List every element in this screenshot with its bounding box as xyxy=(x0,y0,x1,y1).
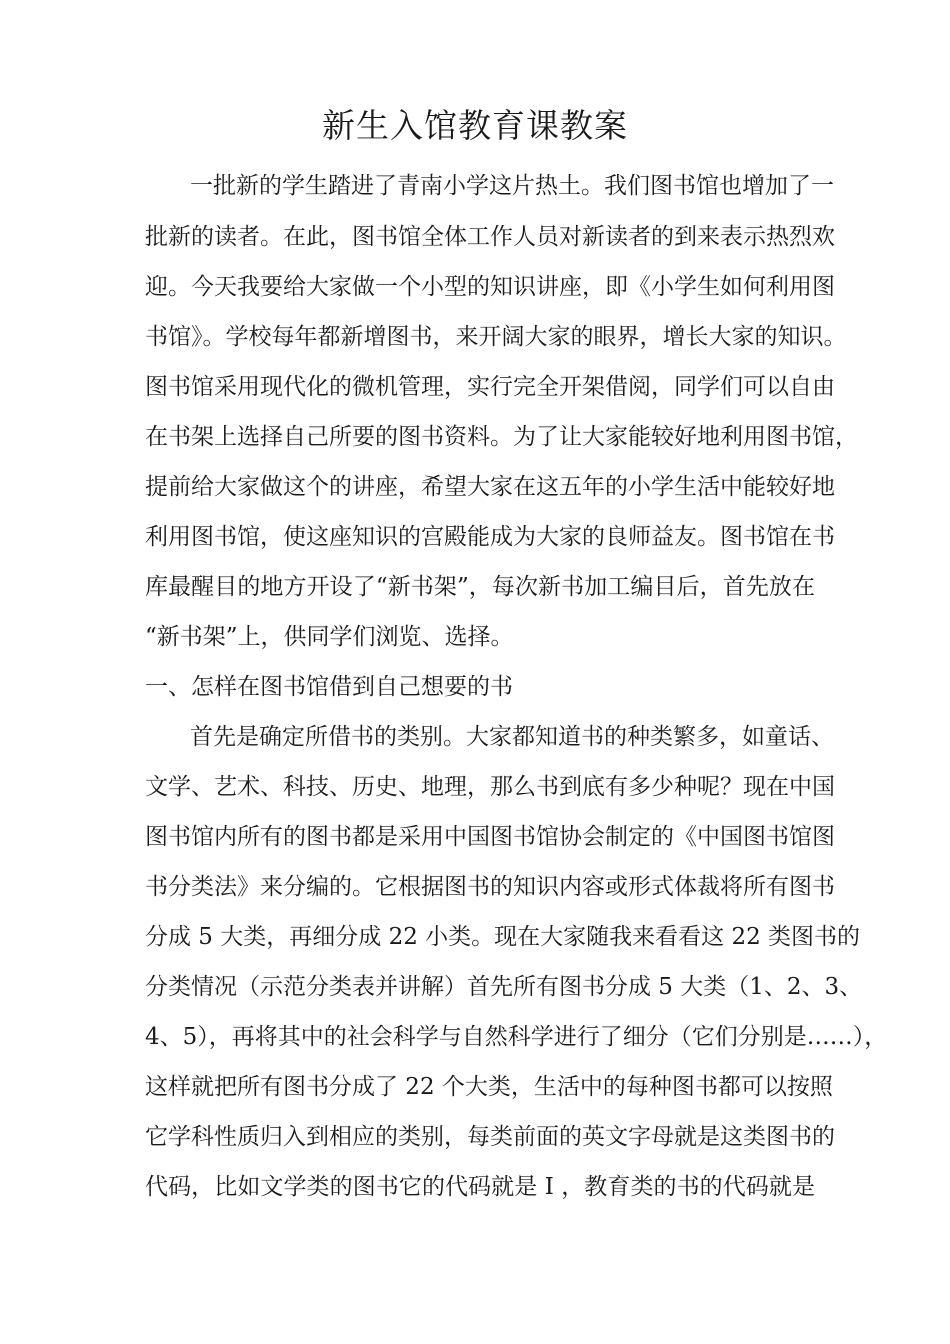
paragraph-line: 书馆》。学校每年都新增图书，来开阔大家的眼界，增长大家的知识。 xyxy=(145,324,847,350)
paragraph-line: 提前给大家做这个的讲座，希望大家在这五年的小学生活中能较好地 xyxy=(145,474,835,500)
document-title: 新生入馆教育课教案 xyxy=(322,106,628,145)
paragraph-line: 这样就把所有图书分成了 22 个大类，生活中的每种图书都可以按照 xyxy=(145,1074,833,1100)
paragraph-line: 利用图书馆，使这座知识的宫殿能成为大家的良师益友。图书馆在书 xyxy=(145,524,835,550)
section-heading: 一、怎样在图书馆借到自己想要的书 xyxy=(145,674,513,700)
paragraph-line: “新书架”上，供同学们浏览、选择。 xyxy=(145,624,514,650)
paragraph-line: 批新的读者。在此，图书馆全体工作人员对新读者的到来表示热烈欢 xyxy=(145,224,835,250)
paragraph-line: 分成 5 大类，再细分成 22 小类。现在大家随我来看看这 22 类图书的 xyxy=(145,924,861,950)
paragraph-line: 分类情况（示范分类表并讲解）首先所有图书分成 5 大类（1、2、3、 xyxy=(145,974,863,1000)
paragraph-line: 图书馆采用现代化的微机管理，实行完全开架借阅，同学们可以自由 xyxy=(145,374,835,400)
paragraph-line: 4、5），再将其中的社会科学与自然科学进行了细分（它们分别是……）， xyxy=(145,1024,888,1050)
paragraph-line: 文学、艺术、科技、历史、地理，那么书到底有多少种呢？现在中国 xyxy=(145,774,835,800)
paragraph-line: 书分类法》来分编的。它根据图书的知识内容或形式体裁将所有图书 xyxy=(145,874,835,900)
paragraph-line: 在书架上选择自己所要的图书资料。为了让大家能较好地利用图书馆， xyxy=(145,424,858,450)
paragraph-line: 代码，比如文学类的图书它的代码就是 I ，教育类的书的代码就是 xyxy=(145,1174,815,1200)
paragraph-line: 库最醒目的地方开设了“新书架”，每次新书加工编目后，首先放在 xyxy=(145,574,815,600)
paragraph-line: 首先是确定所借书的类别。大家都知道书的种类繁多，如童话、 xyxy=(190,724,834,750)
paragraph-line: 一批新的学生踏进了青南小学这片热土。我们图书馆也增加了一 xyxy=(190,173,834,199)
paragraph-line: 它学科性质归入到相应的类别，每类前面的英文字母就是这类图书的 xyxy=(145,1124,835,1150)
paragraph-line: 迎。今天我要给大家做一个小型的知识讲座，即《小学生如何利用图 xyxy=(145,274,835,300)
paragraph-line: 图书馆内所有的图书都是采用中国图书馆协会制定的《中国图书馆图 xyxy=(145,824,835,850)
